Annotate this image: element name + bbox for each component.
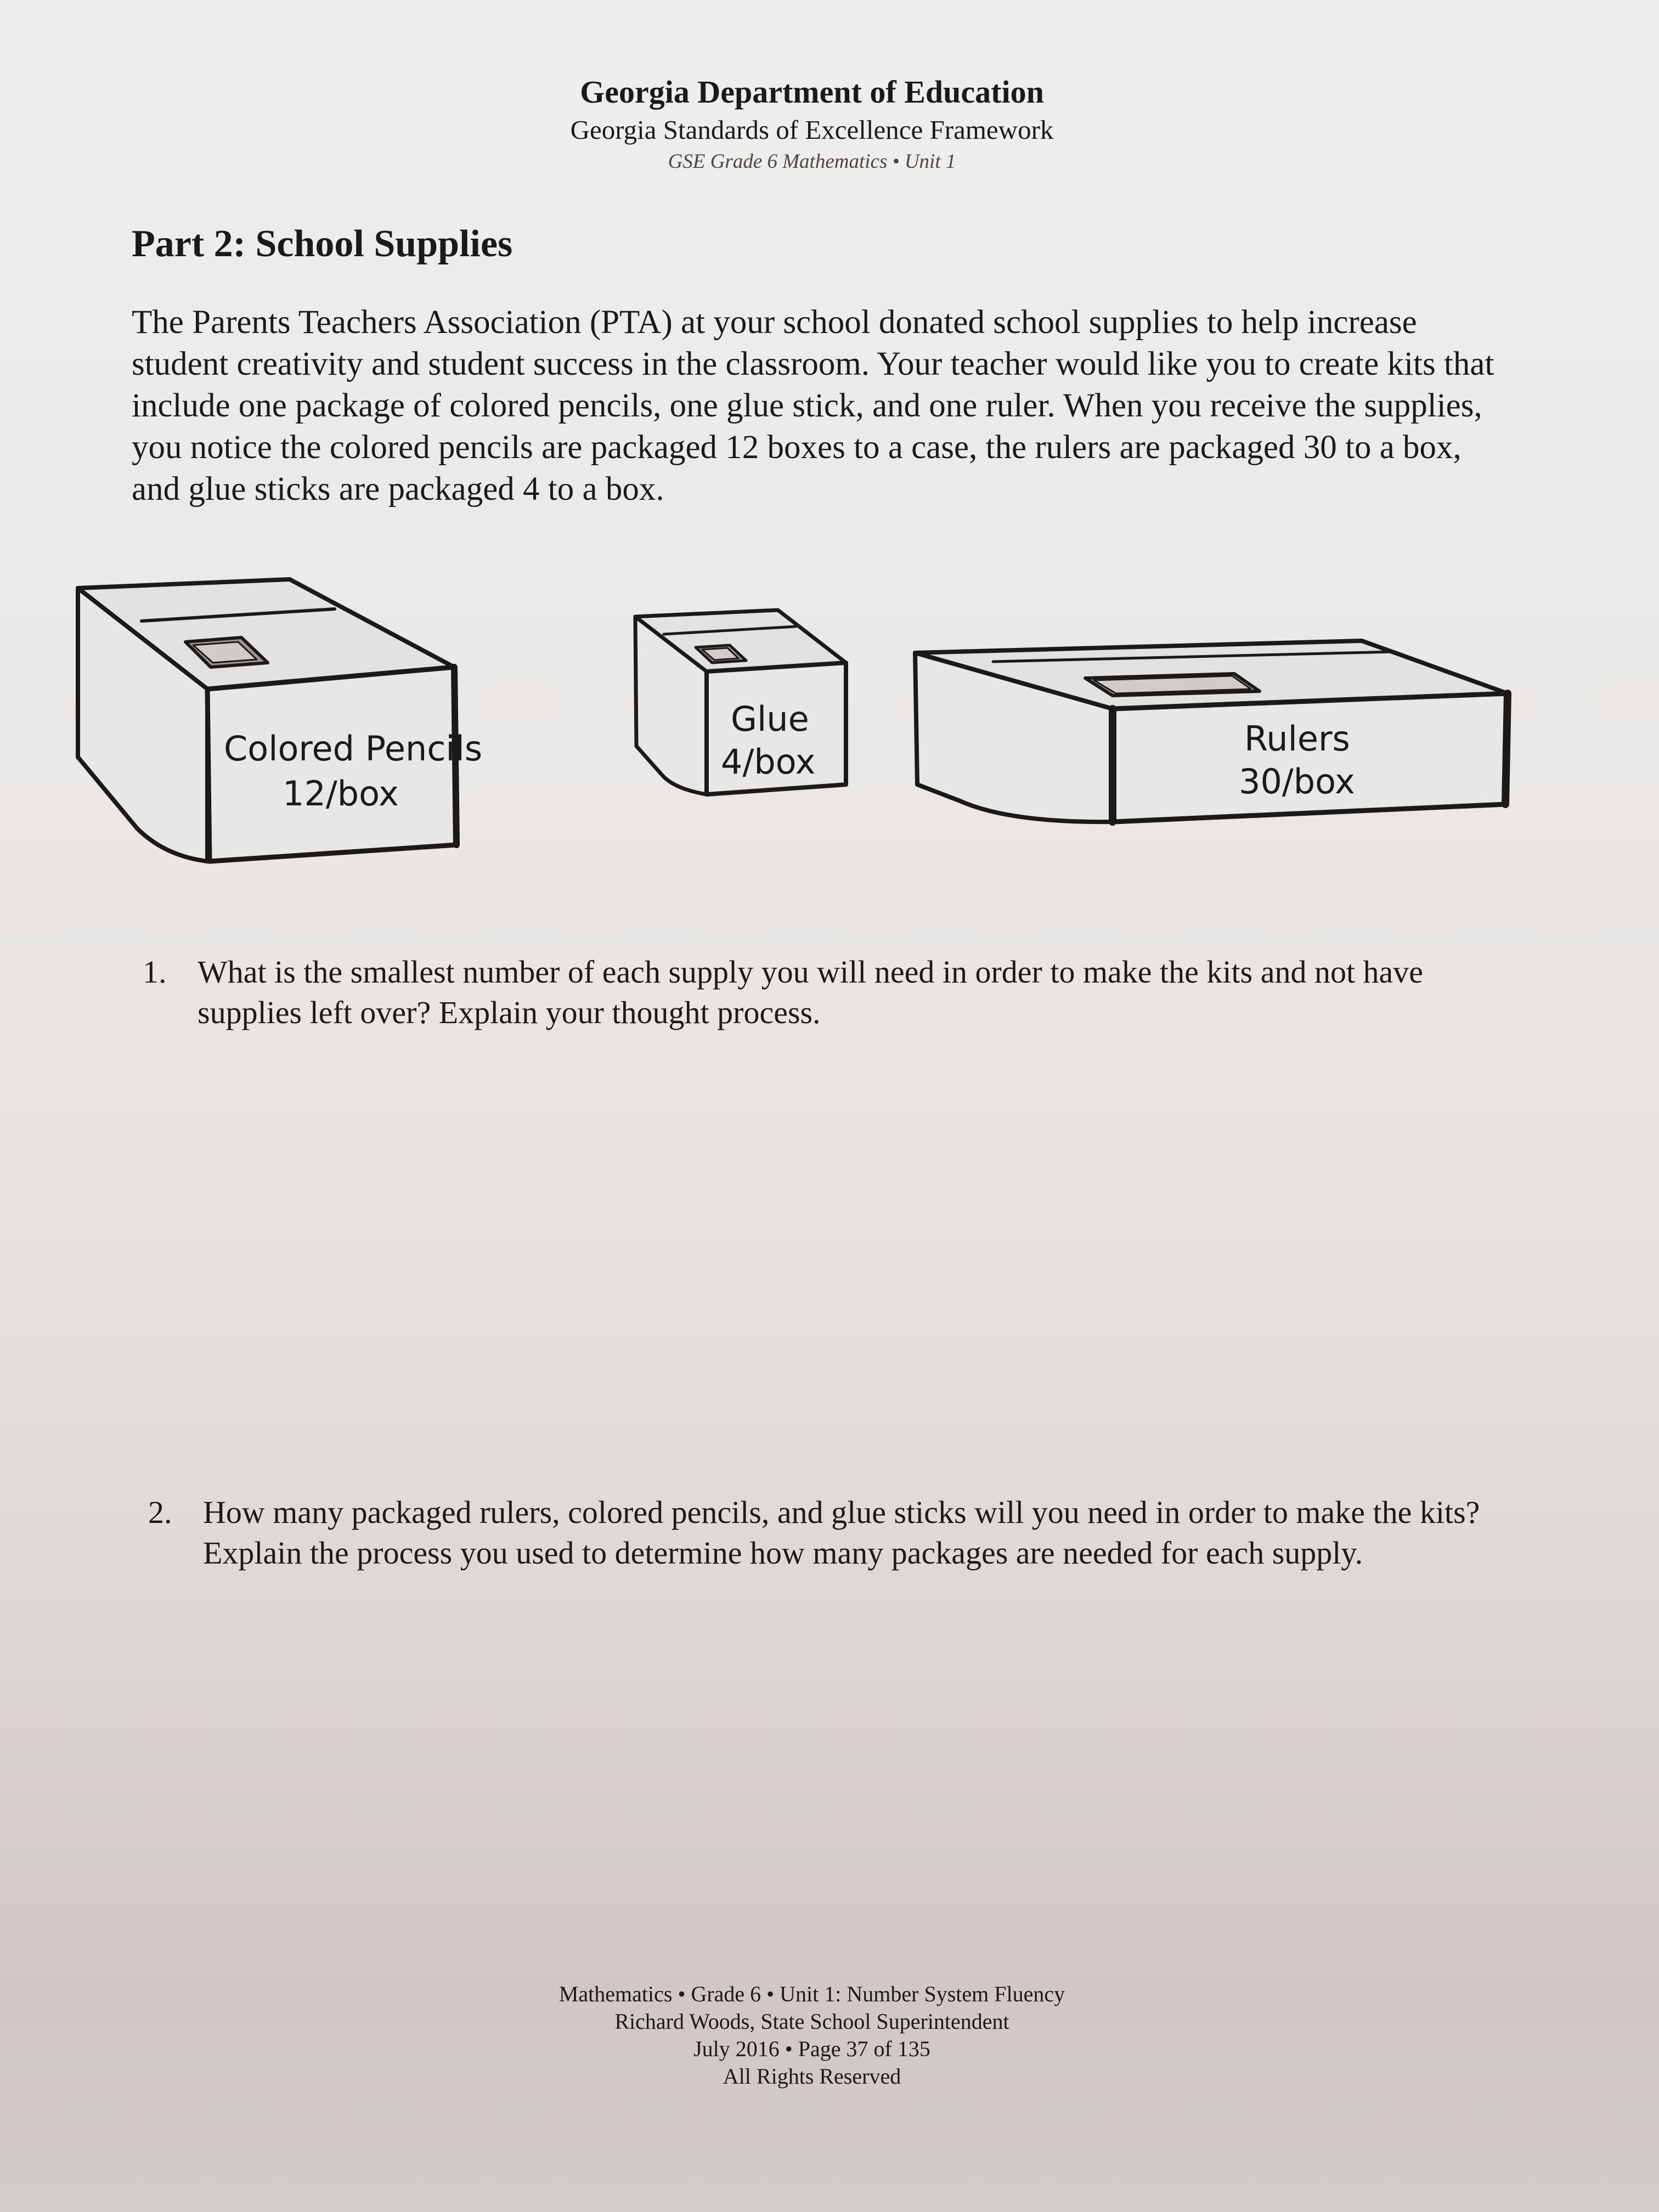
rulers-name: Rulers: [1244, 719, 1350, 759]
part-title: Part 2: School Supplies: [132, 223, 513, 265]
question-2: [148, 1492, 1509, 1573]
footer-course: Mathematics • Grade 6 • Unit 1: Number System Fluency: [558, 1982, 1065, 2006]
question-text: How many packaged rulers, colored pencils, and glue sticks will you need in order to make the kits? Explain the process you used to determine how many packages are needed for each supply.: [203, 1494, 1480, 1571]
header-unit: GSE Grade 6 Mathematics • Unit 1: [668, 150, 956, 173]
document-footer: [0, 1980, 1624, 2090]
glue-box-icon: [635, 610, 846, 794]
colored-pencils-box-icon: [78, 579, 482, 861]
header-title: Georgia Department of Education: [580, 74, 1044, 110]
supply-boxes-illustration: [66, 565, 1525, 872]
header-subtitle: Georgia Standards of Excellence Framework: [570, 115, 1054, 145]
glue-name: Glue: [731, 699, 809, 739]
intro-paragraph: [132, 302, 1503, 510]
colored-pencils-name: Colored Pencils: [224, 729, 483, 769]
glue-count: 4/box: [721, 742, 816, 782]
question-number: 1.: [143, 954, 167, 990]
intro-text: The Parents Teachers Association (PTA) at your school donated school supplies to help increase student creativity and student success in the classroom. Your teacher would like you to create kits that include one package of colored pencils, one glue stick, and one ruler. When you receive the supplies, you notice the colored pencils are packaged 12 boxes to a case, the rulers are packaged 30 to a box, and glue sticks are packaged 4 to a box.: [132, 304, 1494, 507]
question-1: [143, 952, 1503, 1033]
rulers-box-icon: [915, 641, 1508, 822]
rulers-count: 30/box: [1239, 761, 1355, 802]
document-header: [0, 71, 1624, 177]
question-number: 2.: [148, 1494, 172, 1530]
colored-pencils-count: 12/box: [283, 774, 399, 814]
question-text: What is the smallest number of each supply you will need in order to make the kits and not have supplies left over? Explain your thought process.: [198, 954, 1424, 1030]
footer-superintendent: Richard Woods, State School Superintendent: [614, 2009, 1009, 2034]
footer-page: July 2016 • Page 37 of 135: [693, 2036, 930, 2061]
footer-rights: All Rights Reserved: [723, 2064, 901, 2089]
